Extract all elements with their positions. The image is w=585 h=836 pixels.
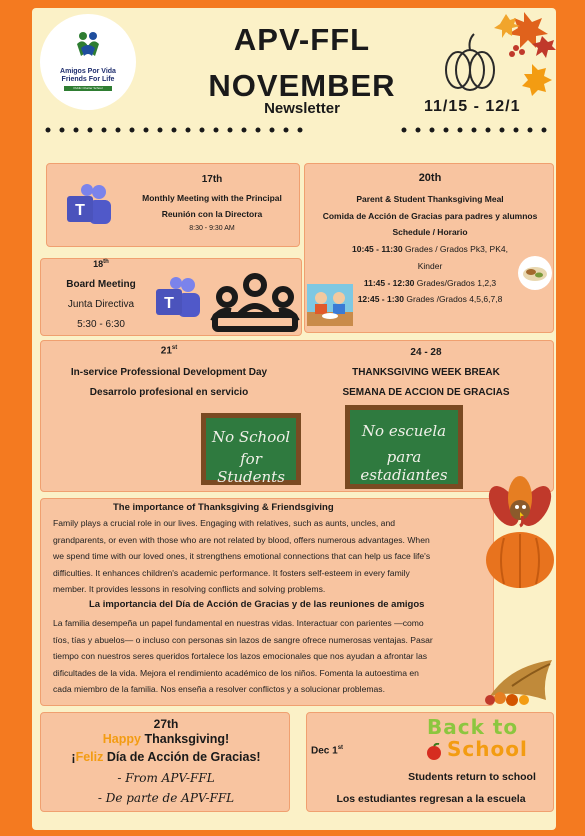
event-21-date	[41, 345, 297, 356]
event-18-box	[40, 258, 302, 336]
logo-bar: Public Charter School	[64, 86, 112, 91]
dec-1-box	[306, 712, 554, 812]
para-en-line: we spend time with our loved ones, it strengthens emotional connections that can help us face life's	[53, 551, 431, 561]
slot-3-time: 12:45 - 1:30	[357, 294, 405, 304]
event-21-title-es: Desarrolo profesional en servicio	[89, 387, 249, 398]
pumpkin-leaves-icon	[432, 8, 556, 100]
chalkboard-no-escuela	[345, 405, 463, 489]
importance-title-es: La importancia del Día de Acción de Gracias y de las reuniones de amigos	[89, 599, 425, 610]
back-to-text: Back to	[427, 715, 519, 739]
food-plate-icon	[517, 254, 553, 292]
event-17-date: 17th	[201, 174, 223, 185]
title-line3: Newsletter	[264, 100, 340, 117]
dec-1-sup: st	[337, 745, 344, 751]
thanksgiving-word: Thanksgiving!	[144, 732, 230, 746]
apple-icon	[425, 743, 443, 761]
importance-box	[40, 498, 494, 706]
logo-hands-icon	[73, 30, 103, 60]
importance-paragraph-es	[53, 615, 503, 698]
slot-1-grades: Grades / Grados Pk3, PK4,	[402, 244, 508, 254]
dec-1-date	[311, 745, 343, 756]
importance-paragraph-en	[53, 515, 503, 598]
event-18-sup: th	[103, 259, 109, 265]
svg-text:T: T	[75, 202, 85, 219]
slot-3-grades: Grades /Grados 4,5,6,7,8	[404, 294, 503, 304]
cornucopia-icon	[482, 656, 556, 708]
teams-icon	[65, 182, 113, 230]
happy-word: Happy	[102, 732, 145, 746]
para-en-line: Family plays a crucial role in our lives. Engaging with relatives, such as aunts, uncles, and	[53, 518, 396, 528]
chalkboard-line1: No escuela	[361, 422, 447, 440]
dec-1-line-en: Students return to school	[408, 771, 536, 783]
event-24-title-en: THANKSGIVING WEEK BREAK	[352, 367, 500, 378]
para-es-line: cada miembro de la familia. Nos enseña a resolver conflictos y a solucionar problemas.	[53, 684, 385, 694]
event-17-title-es: Reunión con la Directora	[161, 209, 263, 219]
event-20-schedule-label: Schedule / Horario	[392, 227, 468, 237]
feliz-word: Feliz	[75, 750, 104, 764]
event-20-title-en: Parent & Student Thanksgiving Meal	[356, 194, 504, 204]
importance-title-en: The importance of Thanksgiving & Friendsgiving	[113, 502, 334, 513]
title-line1: APV-FFL	[233, 22, 371, 57]
svg-text:T: T	[164, 295, 174, 312]
event-17-title-en: Monthly Meeting with the Principal	[142, 193, 282, 203]
dotted-divider-left	[44, 126, 304, 134]
event-20-box	[304, 163, 554, 333]
event-24-date: 24 - 28	[410, 347, 442, 358]
event-20-title-es: Comida de Acción de Gracias para padres y alumnos	[322, 211, 538, 221]
para-en-line: difficulties. It enhances children's academic performance. It fosters self-esteem in every family	[53, 567, 410, 578]
event-21-day: 21	[160, 345, 172, 357]
newsletter-page	[32, 8, 556, 830]
event-27-date: 27th	[153, 717, 179, 731]
para-es-line: dificultades de la vida. Mejora el rendimiento académico de los niños. Fomenta la autoestima en	[53, 667, 419, 678]
para-es-line: tíos, tías y abuelos— o incluso con personas sin lazos de sangre ofrece numerosas ventajas. Pasar	[53, 634, 433, 645]
event-21-title-en: In-service Professional Development Day	[70, 367, 268, 378]
teams-icon	[153, 275, 203, 323]
from-signature-es: - De parte de APV-FFL	[97, 791, 235, 805]
chalkboard-no-school	[201, 413, 301, 485]
event-18-date	[51, 259, 151, 269]
para-en-line: member. It provides lessons in resolving conflicts and solving problems.	[53, 584, 326, 594]
slot-1-time: 10:45 - 11:30	[352, 244, 403, 254]
dec-1-day: Dec 1	[311, 745, 338, 757]
event-18-title-en: Board Meeting	[66, 279, 136, 290]
from-signature-en: - From APV-FFL	[117, 771, 215, 785]
turkey-pumpkin-icon	[484, 476, 556, 596]
event-21-28-box	[40, 340, 554, 492]
chalkboard-line2: for Students	[217, 450, 285, 486]
event-18-title-es: Junta Directiva	[67, 299, 135, 310]
kids-eating-icon	[307, 284, 353, 326]
slot-2-grades: Grades/Grados 1,2,3	[414, 278, 497, 288]
school-text: School	[447, 737, 528, 761]
chalkboard-line1: No School	[211, 428, 291, 446]
event-21-sup: st	[171, 345, 178, 351]
title-line2: NOVEMBER	[208, 68, 396, 103]
feliz-exclaim: ¡	[71, 750, 76, 764]
event-20-slot-1	[305, 244, 555, 254]
slot-2-time: 11:45 - 12:30	[363, 278, 415, 288]
dec-1-line-es: Los estudiantes regresan a la escuela	[336, 793, 526, 805]
dotted-divider-right	[400, 126, 550, 134]
event-20-date: 20th	[418, 172, 442, 184]
event-20-slot-1-cont: Kinder	[417, 261, 443, 271]
event-18-day: 18	[93, 259, 104, 269]
logo-text-line1: Amigos Por Vida	[60, 68, 116, 75]
feliz-rest: Día de Acción de Gracias!	[103, 750, 261, 764]
school-logo	[40, 14, 136, 110]
event-27-box	[40, 712, 290, 812]
chalkboard-line2: para estadiantes	[360, 448, 448, 484]
logo-text-line2: Friends For Life	[61, 76, 115, 83]
event-24-title-es: SEMANA DE ACCION DE GRACIAS	[342, 387, 510, 398]
happy-thanksgiving	[41, 732, 291, 746]
event-18-time: 5:30 - 6:30	[77, 319, 125, 330]
para-en-line: grandparents, or even with those who are not related by blood, offers numerous advantages. When	[53, 534, 430, 545]
event-17-box	[46, 163, 300, 247]
event-17-time: 8:30 - 9:30 AM	[189, 225, 235, 232]
meeting-people-icon	[209, 271, 301, 333]
feliz-dia	[41, 750, 291, 764]
para-es-line: tiempo con nuestros seres queridos fortalece los lazos emocionales que nos ayudan a afrontar las	[53, 651, 428, 661]
newsletter-date-range: 11/15 - 12/1	[424, 98, 521, 115]
para-es-line: La familia desempeña un papel fundamental en nuestras vidas. Interactuar con parientes —como	[53, 618, 424, 628]
